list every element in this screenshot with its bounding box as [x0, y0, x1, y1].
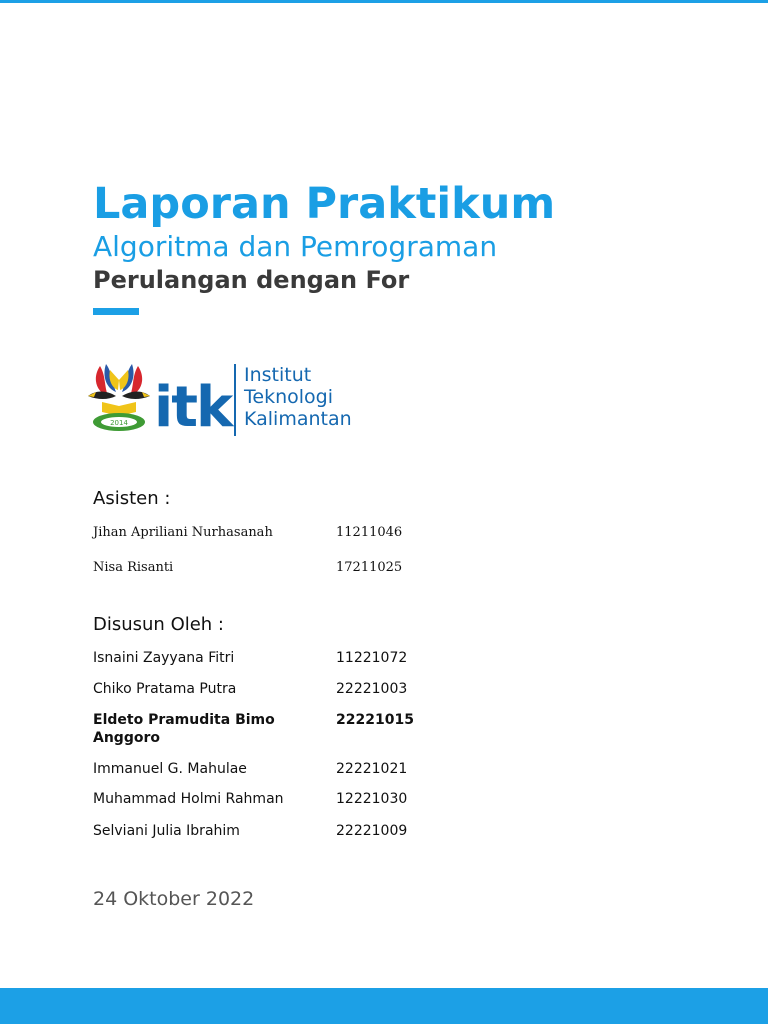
institution-name — [244, 364, 352, 430]
practicum-topic: Perulangan dengan For — [93, 266, 410, 294]
institution-name-line: Kalimantan — [244, 408, 352, 430]
author-nim: 22221009 — [336, 823, 408, 839]
institution-name-line: Institut — [244, 364, 312, 386]
author-nim: 12221030 — [336, 791, 408, 807]
logo-divider — [234, 364, 236, 436]
authors-heading: Disusun Oleh : — [93, 614, 225, 635]
assistant-nim: 11211046 — [336, 525, 403, 540]
report-title: Laporan Praktikum — [93, 179, 556, 229]
top-accent-rule — [0, 0, 768, 3]
author-name: Isnaini Zayyana Fitri — [93, 650, 235, 666]
author-nim: 11221072 — [336, 650, 408, 666]
author-name: Eldeto Pramudita Bimo Anggoro — [93, 712, 275, 746]
author-nim: 22221015 — [336, 712, 414, 728]
assistant-name: Nisa Risanti — [93, 560, 174, 575]
title-accent-bar — [93, 308, 139, 315]
author-nim: 22221021 — [336, 761, 408, 777]
itk-wordmark: itk — [154, 375, 232, 440]
author-name: Chiko Pratama Putra — [93, 681, 237, 697]
author-nim: 22221003 — [336, 681, 408, 697]
course-subtitle: Algoritma dan Pemrograman — [93, 230, 498, 263]
report-date: 24 Oktober 2022 — [93, 888, 255, 910]
assistants-heading: Asisten : — [93, 488, 171, 509]
institution-name-line: Teknologi — [244, 386, 333, 408]
author-name: Selviani Julia Ibrahim — [93, 823, 240, 839]
assistant-nim: 17211025 — [336, 560, 403, 575]
bottom-accent-band — [0, 988, 768, 1024]
author-name: Immanuel G. Mahulae — [93, 761, 247, 777]
author-name: Muhammad Holmi Rahman — [93, 791, 284, 807]
hornbill-emblem-icon — [88, 364, 150, 431]
emblem-year: 2014 — [110, 419, 128, 427]
assistant-name: Jihan Apriliani Nurhasanah — [93, 525, 273, 540]
